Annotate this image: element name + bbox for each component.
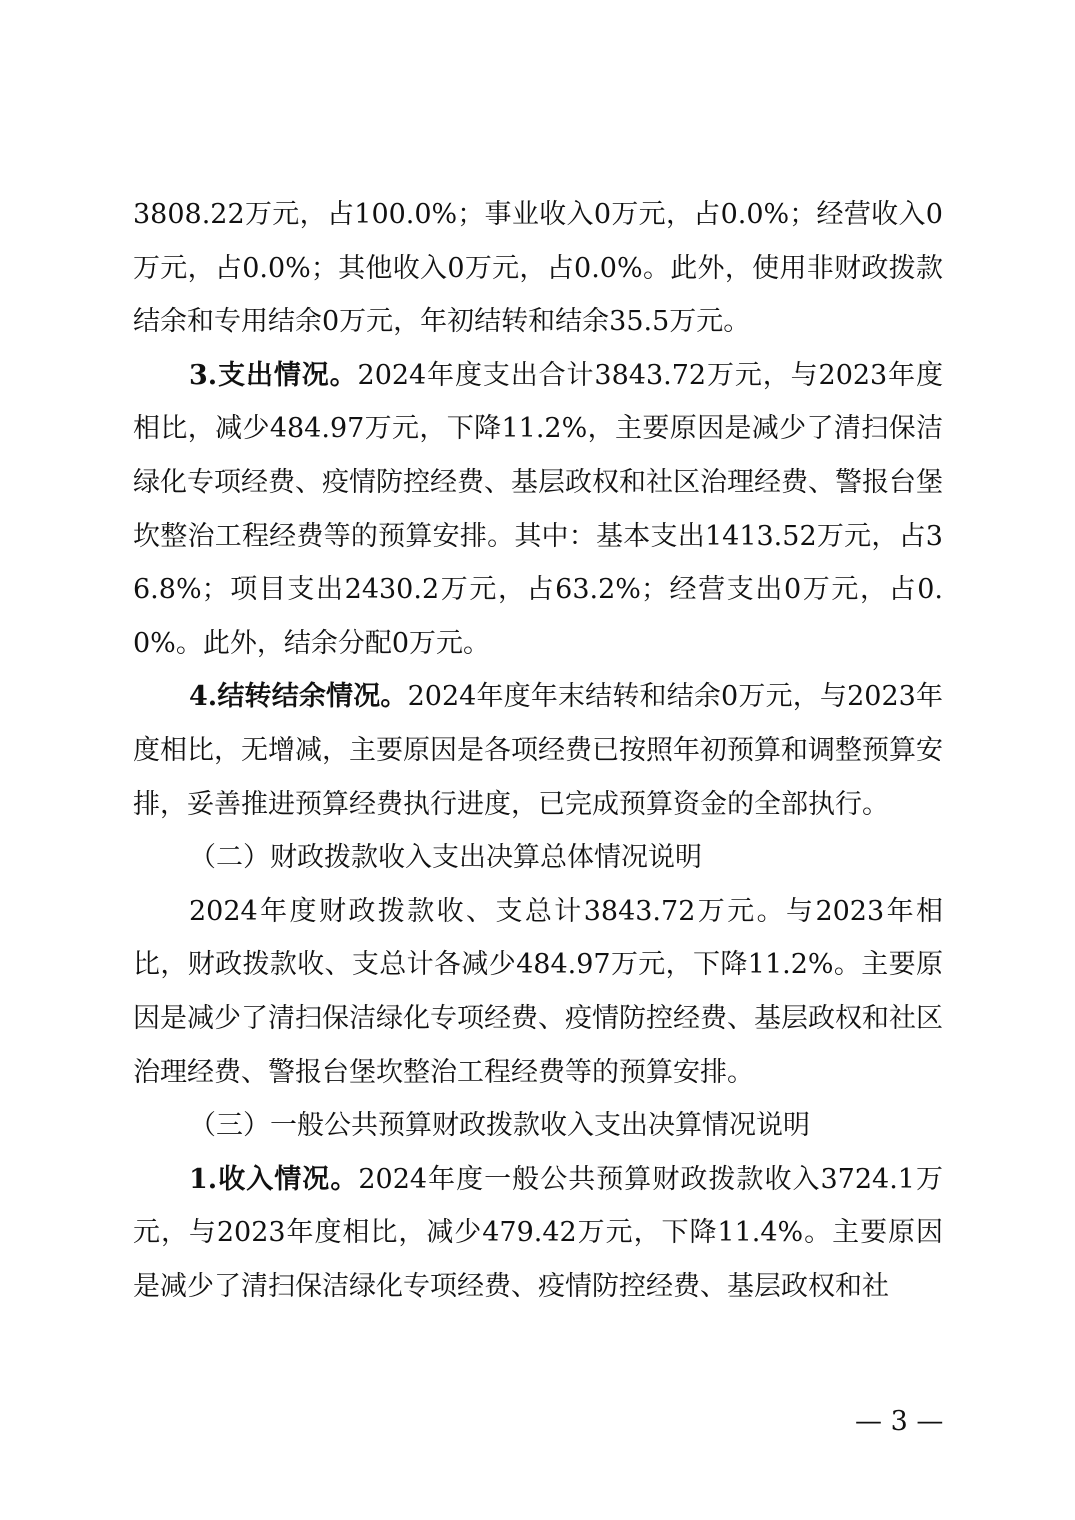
paragraph-text: 2024年度年末结转和结余0万元，与2023年度相比，无增减，主要原因是各项经费已按照年初预算和调整预算安排，妥善推进预算经费执行进度，已完成预算资金的全部执行。	[133, 681, 943, 820]
paragraph-text: 2024年度一般公共预算财政拨款收入3724.1万元，与2023年度相比，减少479.42万元，下降11.4%。主要原因是减少了清扫保洁绿化专项经费、疫情防控经费、基层政权和社	[133, 1163, 943, 1302]
paragraph-income-continued	[133, 188, 943, 349]
paragraph-section-two-body	[133, 885, 943, 1099]
section-heading-text: （二）财政拨款收入支出决算总体情况说明	[189, 842, 702, 874]
document-body	[133, 188, 943, 1313]
paragraph-text: 2024年度财政拨款收、支总计3843.72万元。与2023年相比，财政拨款收、支总计各减少484.97万元，下降11.2%。主要原因是减少了清扫保洁绿化专项经费、疫情防控经费、基层政权和社区治理经费、警报台堡坎整治工程经费等的预算安排。	[133, 895, 943, 1088]
paragraph-expenditure	[133, 349, 943, 671]
paragraph-carryover	[133, 670, 943, 831]
paragraph-text: 3808.22万元，占100.0%；事业收入0万元，占0.0%；经营收入0万元，占0.0%；其他收入0万元，占0.0%。此外，使用非财政拨款结余和专用结余0万元，年初结转和结余35.5万元。	[133, 199, 943, 338]
paragraph-text: 2024年度支出合计3843.72万元，与2023年度相比，减少484.97万元，下降11.2%，主要原因是减少了清扫保洁绿化专项经费、疫情防控经费、基层政权和社区治理经费、警报台堡坎整治工程经费等的预算安排。其中：基本支出1413.52万元，占36.8%；项目支出2430.2万元，占63.2%；经营支出0万元，占0.0%。此外，结余分配0万元。	[133, 359, 944, 659]
paragraph-lead-title: 4.结转结余情况。	[189, 681, 408, 713]
paragraph-general-income	[133, 1153, 943, 1314]
paragraph-lead-title: 1.收入情况。	[189, 1163, 359, 1195]
section-heading-two	[133, 831, 943, 885]
page-number: — 3 —	[855, 1406, 944, 1437]
paragraph-lead-title: 3.支出情况。	[189, 359, 358, 391]
section-heading-text: （三）一般公共预算财政拨款收入支出决算情况说明	[189, 1110, 810, 1142]
section-heading-three	[133, 1099, 943, 1153]
